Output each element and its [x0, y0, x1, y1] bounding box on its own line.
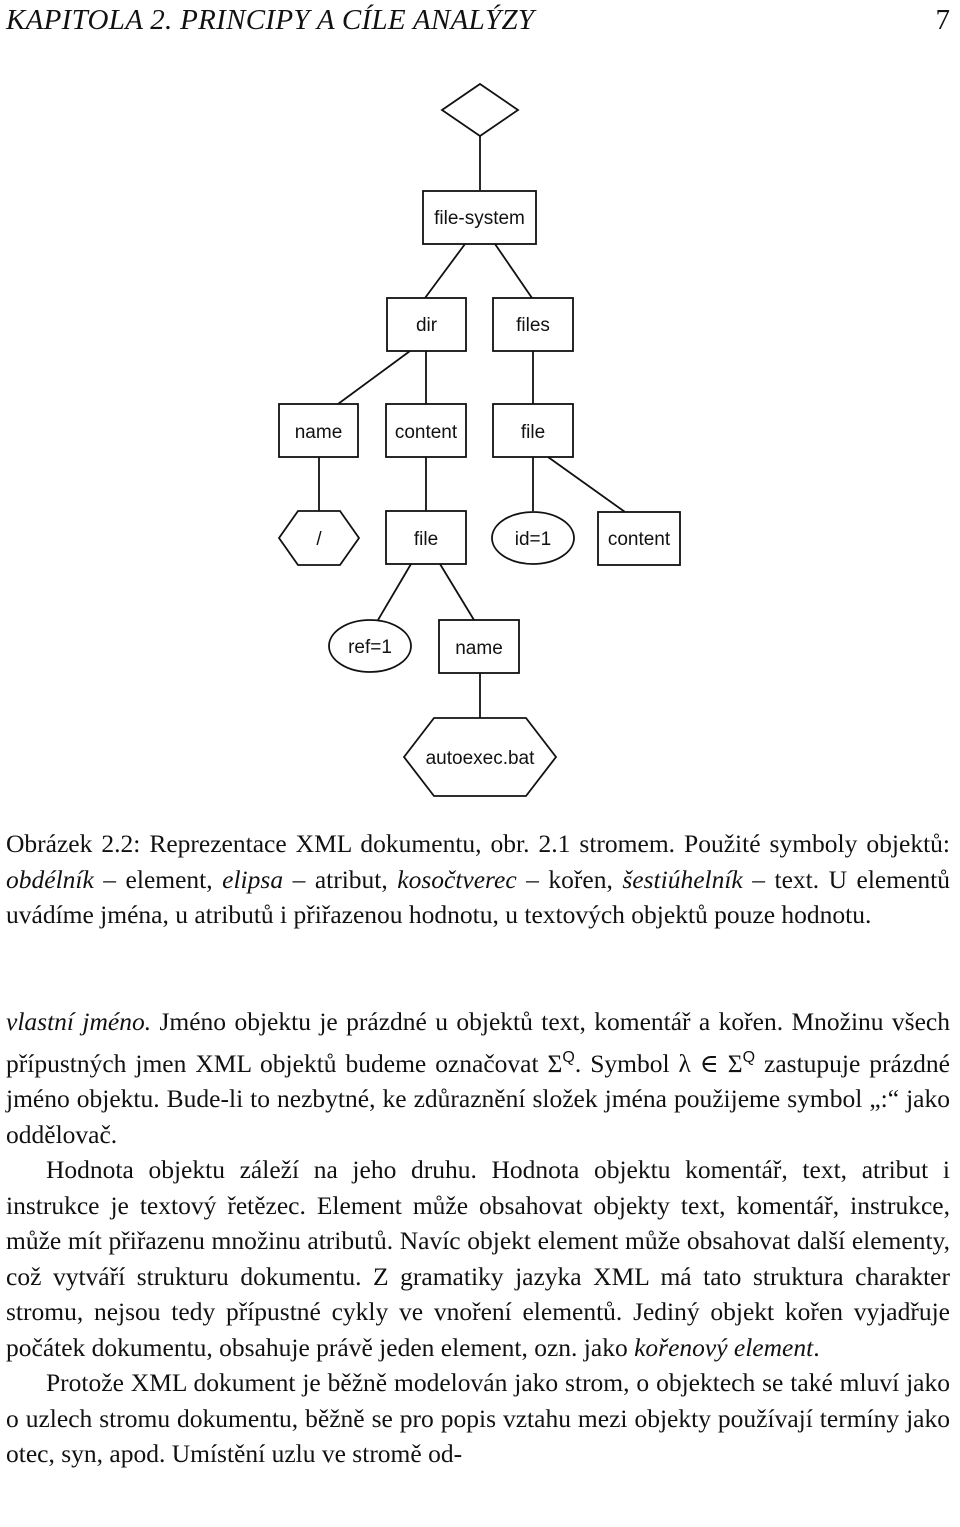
p2-text-b: .: [813, 1332, 820, 1362]
edge-filesystem-files: [495, 244, 532, 298]
element-node-name: [279, 404, 358, 457]
xml-tree-diagram: [0, 70, 960, 810]
chapter-title: KAPITOLA 2. PRINCIPY A CÍLE ANALÝZY: [6, 4, 535, 36]
attribute-label-id: id=1: [514, 529, 552, 550]
edge-file-ref: [378, 564, 411, 620]
root-diamond-node: [442, 84, 518, 136]
element-label-file: file: [520, 422, 546, 443]
term-vlastni-jmeno: vlastní jméno.: [6, 1007, 152, 1036]
caption-text-4: – kořen,: [516, 864, 623, 894]
element-node-files: [493, 298, 573, 351]
element-label-file-system: file-system: [434, 208, 525, 229]
term-korenovy-element: kořenový element: [634, 1332, 814, 1362]
text-node-slash: [279, 511, 359, 565]
paragraph-vlastni-jmeno: [6, 1004, 950, 1152]
p2-text-a: Hodnota objektu záleží na jeho druhu. Hodnota objektu komentář, text, atribut i instrukce je textový řetězec. Element může obsahovat objekty text, komentář, instrukce, může mít přiřazenu množinu atributů. Navíc objekt element může obsahovat další elementy, což vytváří strukturu dokumentu. Z gramatiky jazyka XML má tato struktura charakter stromu, nejsou tedy přípustné cykly ve vnoření elementů. Jediný objekt kořen vyjadřuje počátek dokumentu, obsahuje právě jeden element, ozn. jako: [6, 1155, 950, 1362]
edge-dir-name: [338, 351, 410, 404]
caption-term-elipsa: elipsa: [222, 864, 284, 894]
paragraph-hodnota: [6, 1152, 950, 1365]
caption-text-3: – atribut,: [283, 864, 398, 894]
running-head: [6, 2, 954, 38]
p1-superscript-1: Q: [562, 1048, 575, 1066]
element-label-file-nested: file: [413, 529, 439, 550]
paragraph-strom: [6, 1365, 950, 1472]
caption-text-2: – element,: [93, 864, 223, 894]
element-label-name-nested: name: [455, 638, 503, 659]
caption-term-sestiuhelnik: šestiúhelník: [622, 864, 743, 894]
caption-term-kosoctverec: kosočtverec: [397, 864, 517, 894]
edge-file-name: [440, 564, 474, 620]
p1-text-a: Jméno objektu je prázdné u objektů text, komentář a kořen. Množinu všech přípustných jmen XML objektů budeme označovat Σ: [6, 1007, 950, 1078]
element-label-files: files: [516, 315, 550, 336]
edge-filesystem-dir: [425, 244, 465, 298]
element-label-content: content: [394, 422, 458, 443]
body-text: [6, 1004, 950, 1472]
element-node-file-system: [423, 191, 536, 244]
element-label-name: name: [294, 422, 343, 443]
element-node-file: [493, 404, 573, 457]
element-label-content-nested: content: [607, 529, 671, 550]
edge-file-content: [548, 457, 625, 512]
p1-superscript-2: Q: [742, 1048, 756, 1066]
attribute-node-ref: [329, 620, 411, 672]
element-label-dir: dir: [415, 315, 438, 336]
p1-text-c: zastupuje prázdné jméno objektu. Bude-li to nezbytné, ke zdůraznění složek jména použijeme symbol „:“ jako oddělovač.: [6, 1048, 950, 1149]
p1-text-b: . Symbol λ ∈ Σ: [574, 1048, 743, 1078]
element-node-content-nested: [598, 512, 680, 565]
element-node-name-nested: [439, 620, 519, 673]
page-number: 7: [935, 4, 950, 36]
figure-caption: [6, 826, 950, 933]
p3-text: Protože XML dokument je běžně modelován jako strom, o objektech se také mluví jako o uzlech stromu dokumentu, běžně se pro popis vztahu mezi objekty používají termíny jako otec, syn, apod. Umístění uzlu ve stromě od-: [6, 1368, 950, 1468]
text-label-autoexec: autoexec.bat: [425, 748, 535, 769]
element-node-file-nested: [386, 511, 466, 564]
text-label-slash: /: [316, 529, 322, 550]
attribute-node-id: [492, 512, 574, 564]
caption-text-5: – text. U elementů uvádíme jména, u atributů i přiřazenou hodnotu, u textových objektů pouze hodnotu.: [6, 864, 950, 929]
caption-term-obdelnik: obdélník: [6, 864, 94, 894]
element-node-dir: [387, 298, 466, 351]
text-node-autoexec: [404, 718, 556, 796]
element-node-content: [386, 404, 466, 457]
attribute-label-ref: ref=1: [348, 637, 392, 658]
caption-text-1: Obrázek 2.2: Reprezentace XML dokumentu, obr. 2.1 stromem. Použité symboly objektů:: [6, 829, 950, 858]
